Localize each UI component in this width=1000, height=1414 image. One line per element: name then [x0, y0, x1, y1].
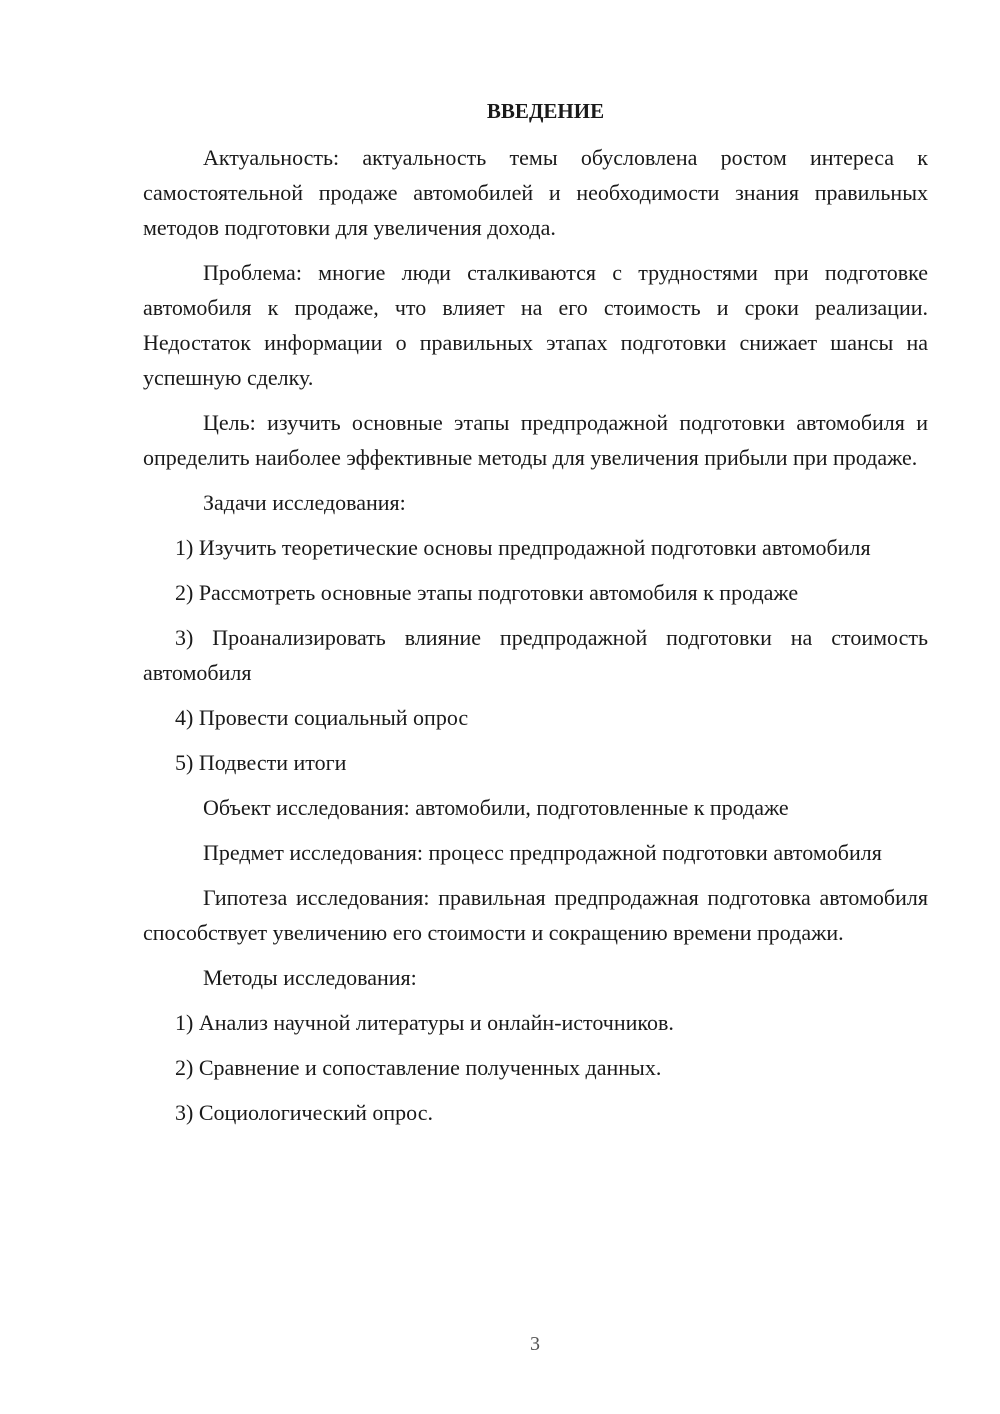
paragraph-object: Объект исследования: автомобили, подготовленные к продаже [203, 795, 789, 820]
paragraph-hypothesis: Гипотеза исследования: правильная предпродажная подготовка автомобиля способствует увеличению его стоимости и сокращению времени продажи. [143, 885, 928, 945]
page-title: ВВЕДЕНИЕ [486, 99, 605, 123]
task-item: 4) Провести социальный опрос [175, 705, 469, 730]
paragraph-goal: Цель: изучить основные этапы предпродажной подготовки автомобиля и определить наиболее эффективные методы для увеличения прибыли при продаже. [143, 410, 928, 470]
method-item: 1) Анализ научной литературы и онлайн-источников. [175, 1010, 674, 1035]
task-item: 5) Подвести итоги [175, 750, 347, 775]
paragraph-subject: Предмет исследования: процесс предпродажной подготовки автомобиля [203, 840, 882, 865]
method-item: 2) Сравнение и сопоставление полученных данных. [175, 1055, 662, 1080]
task-item: 3) Проанализировать влияние предпродажной подготовки на стоимость автомобиля [143, 625, 928, 685]
page-content [143, 96, 928, 1140]
paragraph-problem: Проблема: многие люди сталкиваются с трудностями при подготовке автомобиля к продаже, что влияет на его стоимость и сроки реализации. Недостаток информации о правильных этапах подготовки снижает шансы на успешную сделку. [143, 260, 928, 390]
methods-heading: Методы исследования: [203, 965, 417, 990]
task-item: 2) Рассмотреть основные этапы подготовки автомобиля к продаже [175, 580, 799, 605]
method-item: 3) Социологический опрос. [175, 1100, 433, 1125]
task-item: 1) Изучить теоретические основы предпродажной подготовки автомобиля [175, 535, 871, 560]
paragraph-relevance: Актуальность: актуальность темы обусловлена ростом интереса к самостоятельной продаже автомобилей и необходимости знания правильных методов подготовки для увеличения дохода. [143, 145, 928, 240]
tasks-heading: Задачи исследования: [203, 490, 406, 515]
page-number: 3 [530, 1333, 540, 1355]
